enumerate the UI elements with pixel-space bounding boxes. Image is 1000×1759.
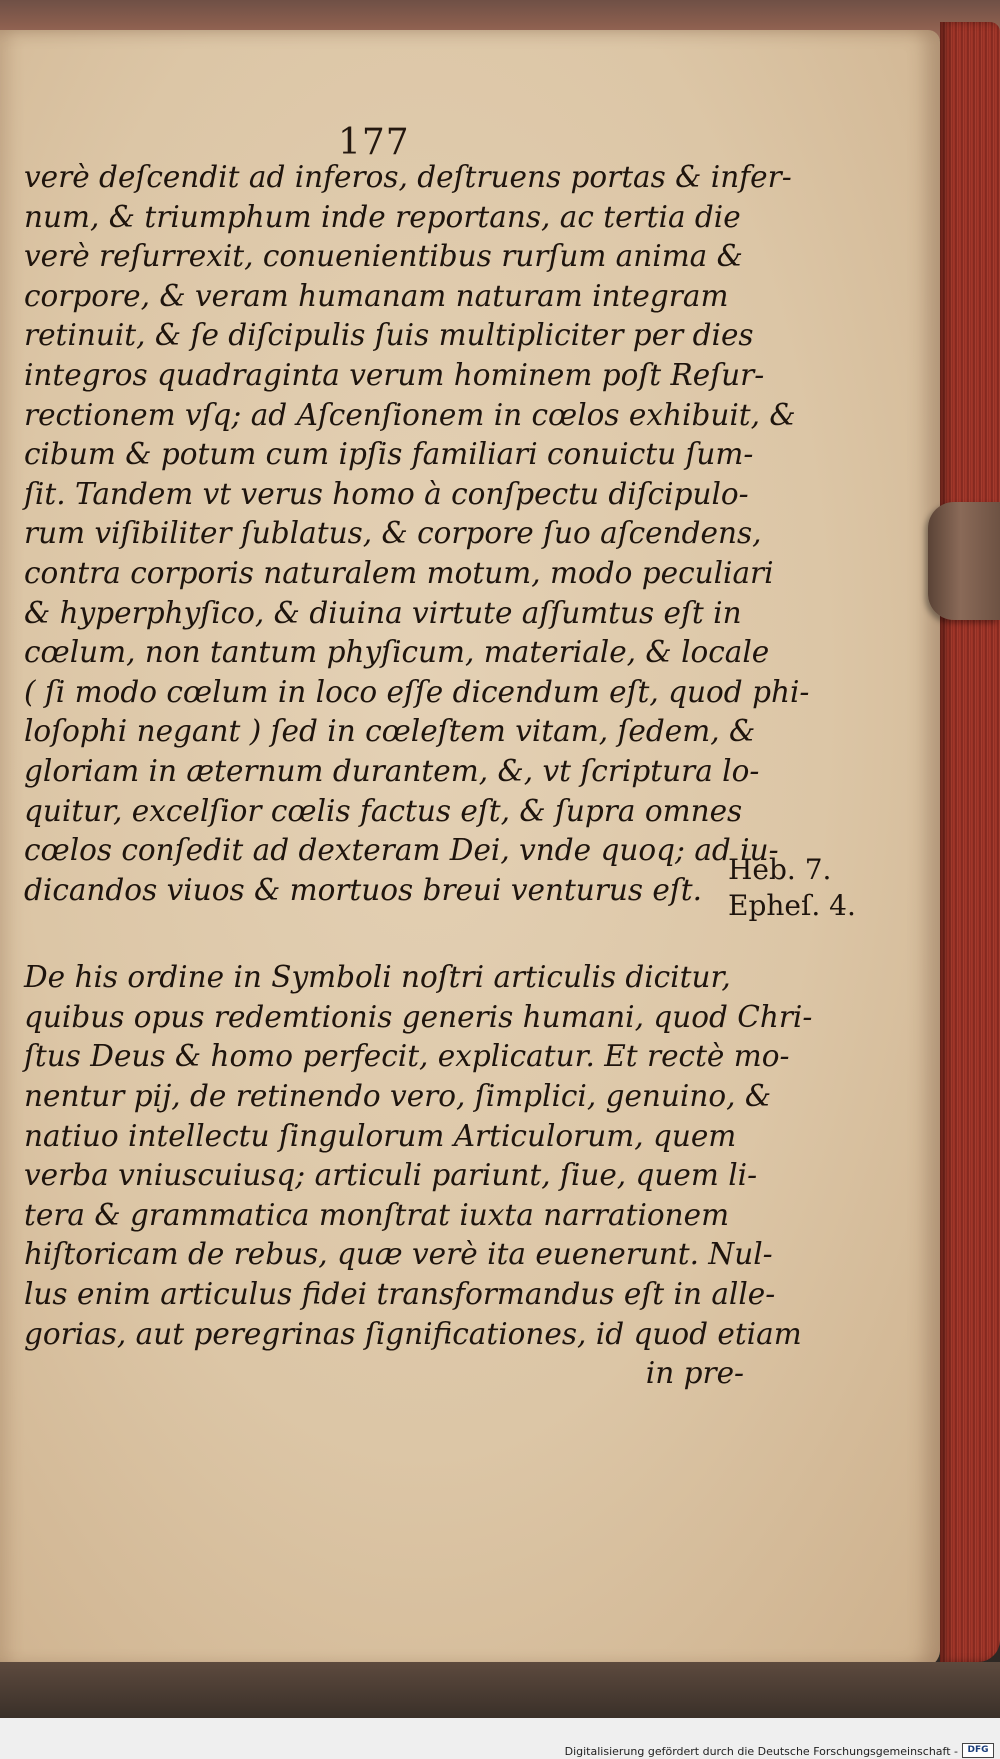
text-line: contra corporis naturalem motum, modo peculiari — [24, 555, 774, 590]
marginal-notes — [728, 852, 856, 924]
text-line: quitur, excelſior cœlis factus eſt, & ſupra omnes — [24, 793, 743, 828]
footer-credit: Digitalisierung gefördert durch die Deutsche Forschungsgemeinschaft - — [564, 1745, 958, 1758]
text-line: rectionem vſq; ad Aſcenſionem in cœlos exhibuit, & — [24, 397, 796, 432]
text-line: tera & grammatica monſtrat iuxta narrationem — [24, 1197, 730, 1232]
catchword: in pre- — [645, 1356, 744, 1391]
text-line: cœlos conſedit ad dexteram Dei, vnde quoq; ad iu- — [24, 833, 779, 868]
text-line: rum viſibiliter ſublatus, & corpore ſuo aſcendens, — [24, 516, 762, 551]
text-line: integros quadraginta verum hominem poſt Reſur- — [24, 357, 765, 392]
text-line: natiuo intellectu ſingulorum Articulorum, quem — [24, 1118, 737, 1153]
text-line: lus enim articulus fidei transformandus eſt in alle- — [24, 1277, 776, 1312]
text-line: De his ordine in Symboli noſtri articulis dicitur, — [24, 960, 731, 995]
text-line: nentur pij, de retinendo vero, ſimplici, genuino, & — [24, 1079, 772, 1114]
text-line: verè reſurrexit, conuenientibus rurſum anima & — [24, 239, 743, 274]
text-line: gloriam in æternum durantem, &, vt ſcriptura lo- — [24, 753, 760, 788]
marginal-note: Epheſ. 4. — [728, 889, 856, 922]
page-number: 177 — [338, 122, 410, 163]
text-line: ſit. Tandem vt verus homo à conſpectu diſcipulo- — [24, 476, 749, 511]
text-line: dicandos viuos & mortuos breui venturus eſt. — [24, 872, 703, 907]
text-line: verba vniuscuiusq; articuli pariunt, ſiue, quem li- — [24, 1158, 758, 1193]
paragraph-gap — [24, 910, 744, 958]
text-line: hiſtoricam de rebus, quæ verè ita euenerunt. Nul- — [24, 1237, 773, 1272]
marginal-note: Heb. 7. — [728, 853, 832, 886]
text-line: cibum & potum cum ipſis familiari conuictu ſum- — [24, 437, 754, 472]
text-line: gorias, aut peregrinas ſignificationes, id quod etiam — [24, 1316, 802, 1351]
text-line: corpore, & veram humanam naturam integram — [24, 278, 729, 313]
text-line: ( ſi modo cœlum in loco eſſe dicendum eſt, quod phi- — [24, 674, 810, 709]
dfg-logo: DFG — [962, 1743, 994, 1758]
text-line: loſophi negant ) ſed in cœleſtem vitam, ſedem, & — [24, 714, 756, 749]
text-line: ſtus Deus & homo perfecit, explicatur. Et rectè mo- — [24, 1039, 790, 1074]
book-clasp — [928, 502, 1000, 620]
book-page-edges — [940, 22, 1000, 1662]
text-line: num, & triumphum inde reportans, ac tertia die — [24, 199, 741, 234]
text-line: & hyperphyſico, & diuina virtute aſſumtus eſt in — [24, 595, 742, 630]
text-line: cœlum, non tantum phyſicum, materiale, & locale — [24, 635, 770, 670]
text-line: retinuit, & ſe diſcipulis ſuis multipliciter per dies — [24, 318, 754, 353]
text-line: quibus opus redemtionis generis humani, quod Chri- — [24, 999, 813, 1034]
book-bottom-shadow — [0, 1662, 1000, 1718]
text-line: verè deſcendit ad inferos, deſtruens portas & infer- — [24, 160, 792, 194]
